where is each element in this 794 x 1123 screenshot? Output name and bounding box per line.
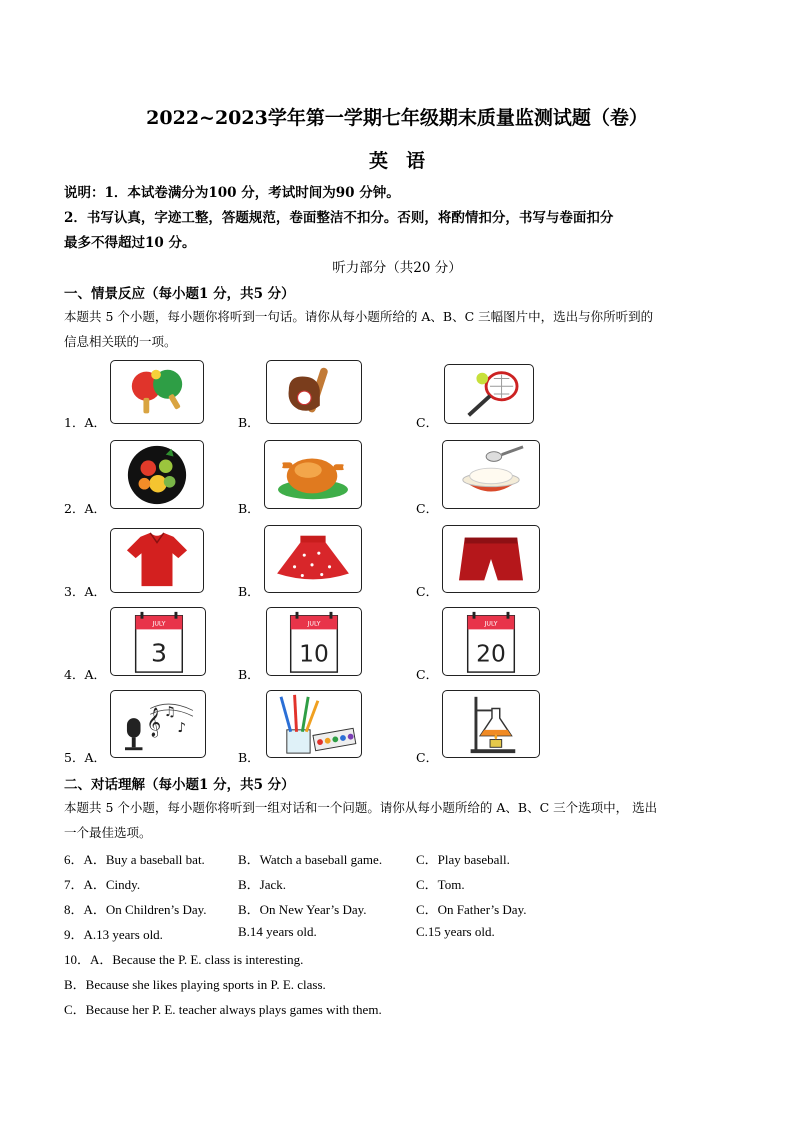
calendar-month-text: JULY <box>152 620 166 628</box>
q3-option-c-image[interactable] <box>442 525 540 593</box>
q7-option-c[interactable]: C．Tom. <box>416 877 465 892</box>
q2-option-b-image[interactable] <box>264 440 362 509</box>
q5-option-c-image[interactable] <box>442 690 540 758</box>
q5-option-b-image[interactable] <box>266 690 362 758</box>
q1-option-a-image[interactable] <box>110 360 204 424</box>
calendar-month-text: JULY <box>484 620 498 628</box>
q3-option-b-label: B． <box>238 584 260 599</box>
q3-number-a: 3．A． <box>64 584 106 599</box>
science-flask-burner-icon <box>443 691 539 757</box>
q7-option-a[interactable]: 7．A．Cindy. <box>64 877 141 892</box>
section1-desc-1: 本题共 5 个小题，每小题你将听到一句话。请你从每小题所给的 A、B、C 三幅图片中，选出与你所听到的 <box>64 309 654 324</box>
q6-option-c[interactable]: C．Play baseball. <box>416 852 510 867</box>
svg-text:𝄞: 𝄞 <box>146 706 162 736</box>
q5-number-a: 5．A． <box>64 750 106 765</box>
q4-option-c-image[interactable] <box>442 607 540 676</box>
section2-desc-1: 本题共 5 个小题，每小题你将听到一组对话和一个问题。请你从每小题所给的 A、B、C 三个选项中， 选出 <box>64 800 658 815</box>
q7-option-b[interactable]: B．Jack. <box>238 877 287 892</box>
section2-desc-2: 一个最佳选项。 <box>64 825 152 840</box>
q1-option-c-label: C． <box>416 415 439 430</box>
roast-turkey-icon <box>265 441 361 508</box>
q4-option-c-label: C． <box>416 667 439 682</box>
q3-option-b-image[interactable] <box>264 525 362 593</box>
q9-option-b[interactable]: B.14 years old. <box>238 924 317 939</box>
q10-option-c[interactable]: C．Because her P. E. teacher always plays games with them. <box>64 1002 382 1017</box>
calendar-day-10: 10 <box>299 640 329 668</box>
listening-heading: 听力部分（共20 分） <box>332 260 462 276</box>
q2-number-a: 2．A． <box>64 501 106 516</box>
q1-option-c-image[interactable] <box>444 364 534 424</box>
rice-bowl-icon <box>443 441 539 508</box>
q2-option-a-image[interactable] <box>110 440 204 509</box>
instruction-line-2: 2．书写认真，字迹工整，答题规范，卷面整洁不扣分。否则，将酌情扣分，书写与卷面扣分 <box>64 210 614 226</box>
baseball-glove-bat-icon <box>267 361 361 423</box>
paint-brushes-palette-icon <box>267 691 361 757</box>
red-polo-shirt-icon <box>111 529 203 592</box>
q6-option-a[interactable]: 6．A．Buy a baseball bat. <box>64 852 205 867</box>
svg-text:♫: ♫ <box>163 704 177 721</box>
subject-title: 英语 <box>368 150 443 172</box>
red-skirt-icon <box>265 526 361 592</box>
q4-number-a: 4．A． <box>64 667 106 682</box>
instruction-line-1: 说明：1．本试卷满分为100 分，考试时间为90 分钟。 <box>64 185 400 201</box>
calendar-july-icon <box>443 608 539 675</box>
ping-pong-paddles-icon <box>111 361 203 423</box>
calendar-july-icon <box>267 608 361 675</box>
red-shorts-icon <box>443 526 539 592</box>
section1-heading: 一、情景反应（每小题1 分，共5 分） <box>64 286 295 302</box>
calendar-month-text: JULY <box>307 620 321 628</box>
section1-desc-2: 信息相关联的一项。 <box>64 334 177 349</box>
exam-title: 2022~2023学年第一学期七年级期末质量监测试题（卷） <box>146 107 648 129</box>
q9-option-c[interactable]: C.15 years old. <box>416 924 495 939</box>
q1-option-b-label: B． <box>238 415 260 430</box>
fruit-salad-icon <box>111 441 203 508</box>
q5-option-c-label: C． <box>416 750 439 765</box>
q4-option-b-label: B． <box>238 667 260 682</box>
q8-option-c[interactable]: C．On Father’s Day. <box>416 902 527 917</box>
q2-option-b-label: B． <box>238 501 260 516</box>
q10-option-a[interactable]: 10．A．Because the P. E. class is interesting. <box>64 952 304 967</box>
instruction-line-3: 最多不得超过10 分。 <box>64 235 196 251</box>
q2-option-c-label: C． <box>416 501 439 516</box>
q4-option-b-image[interactable] <box>266 607 362 676</box>
q3-option-c-label: C． <box>416 584 439 599</box>
q10-option-b[interactable]: B．Because she likes playing sports in P. E. class. <box>64 977 326 992</box>
calendar-july-icon <box>111 608 205 675</box>
q8-option-b[interactable]: B．On New Year’s Day. <box>238 902 367 917</box>
q9-option-a[interactable]: 9．A.13 years old. <box>64 927 163 942</box>
q3-option-a-image[interactable] <box>110 528 204 593</box>
microphone-music-icon <box>111 691 205 757</box>
calendar-day-3: 3 <box>150 638 168 668</box>
q5-option-a-image[interactable] <box>110 690 206 758</box>
q1-number-a: 1．A． <box>64 415 106 430</box>
q2-option-c-image[interactable] <box>442 440 540 509</box>
q8-option-a[interactable]: 8．A．On Children’s Day. <box>64 902 207 917</box>
calendar-day-20: 20 <box>476 640 506 668</box>
q6-option-b[interactable]: B．Watch a baseball game. <box>238 852 383 867</box>
section2-heading: 二、对话理解（每小题1 分，共5 分） <box>64 777 295 793</box>
q5-option-b-label: B． <box>238 750 260 765</box>
tennis-racket-icon <box>445 365 533 423</box>
svg-text:♪: ♪ <box>177 719 187 736</box>
q1-option-b-image[interactable] <box>266 360 362 424</box>
q4-option-a-image[interactable] <box>110 607 206 676</box>
